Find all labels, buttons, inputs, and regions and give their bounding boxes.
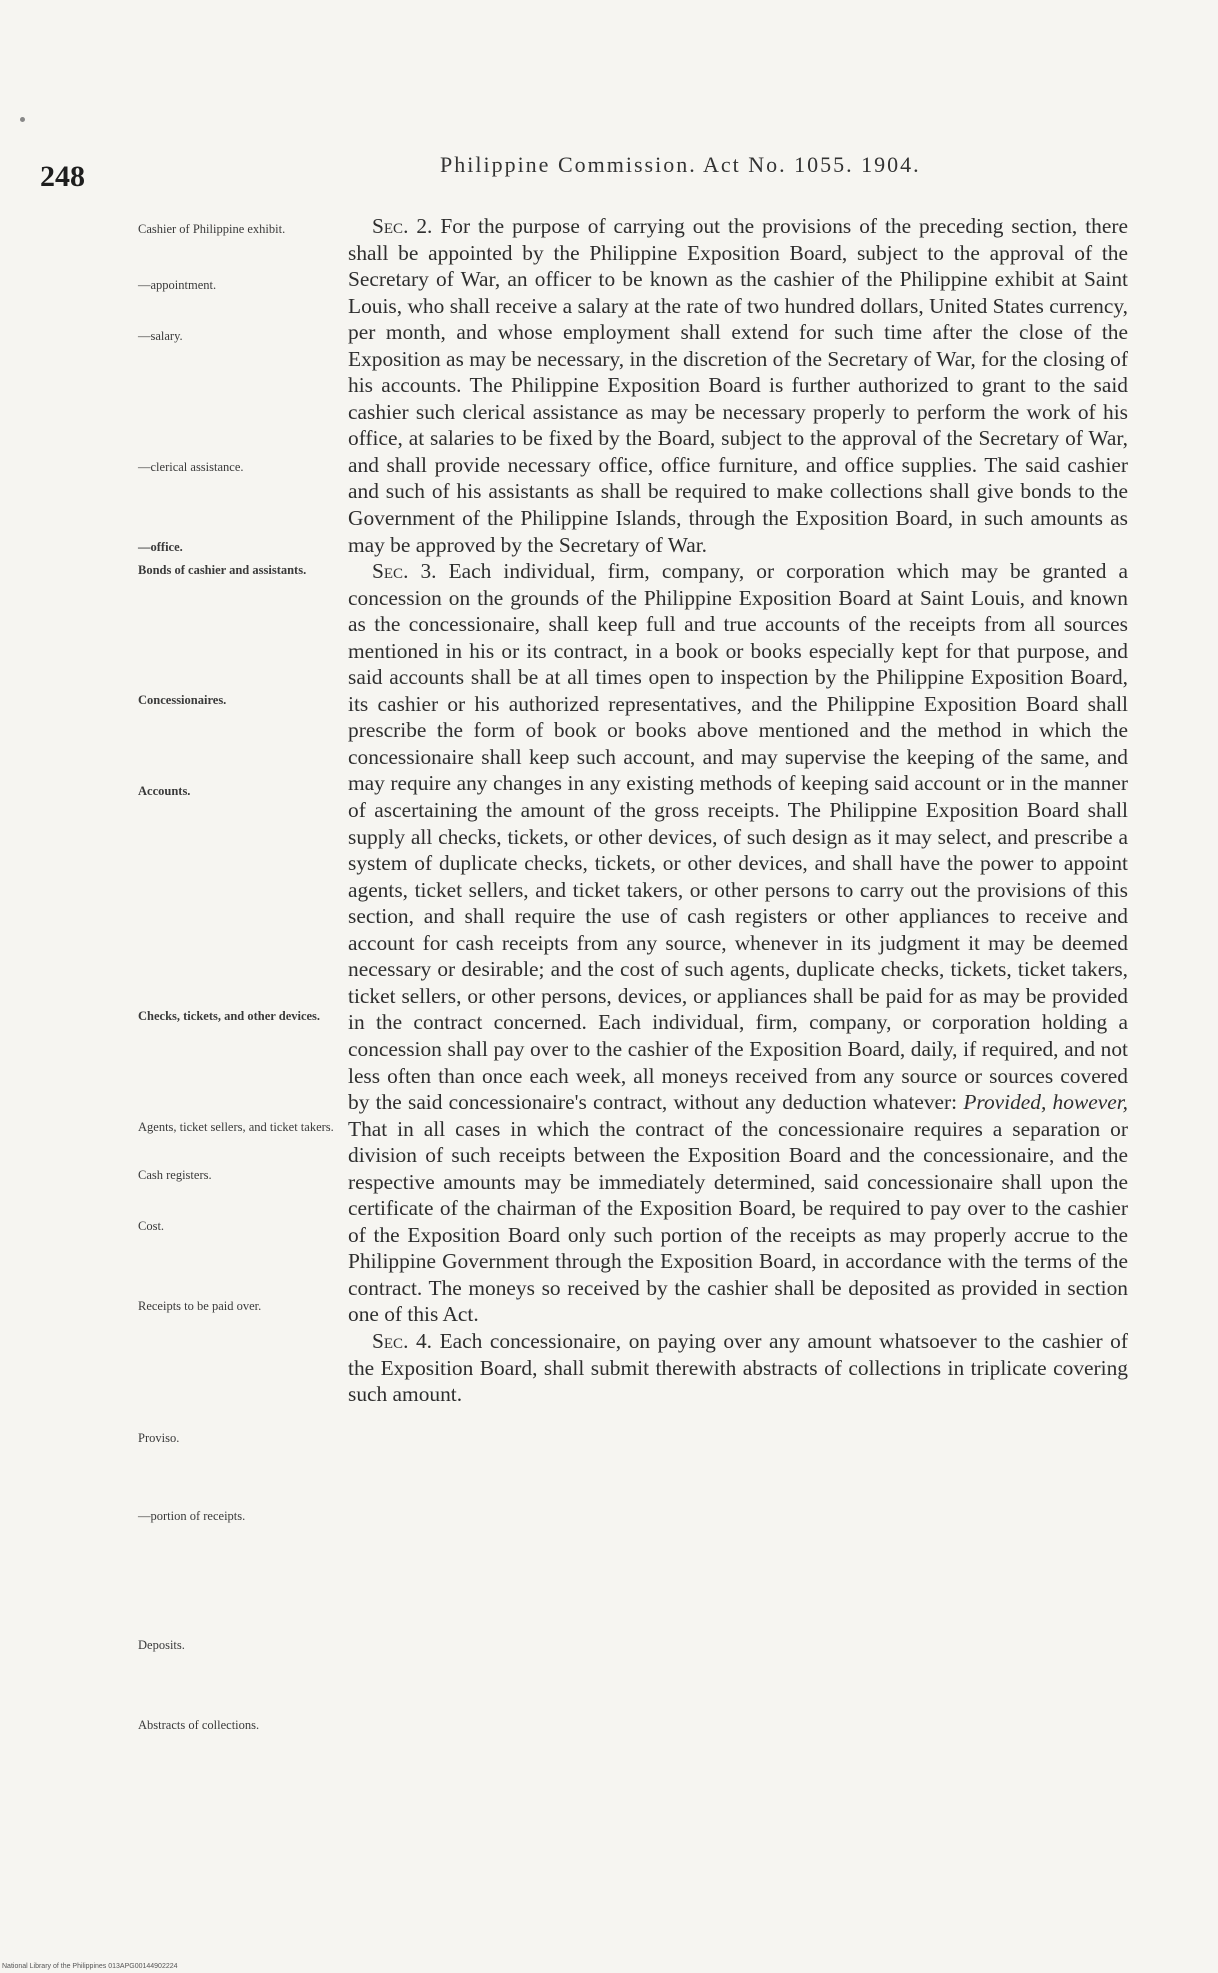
section-4-label: Sec. 4. — [372, 1328, 433, 1353]
margin-note-abstracts: Abstracts of collections. — [138, 1718, 260, 1732]
margin-note-concessionaires: Concessionaires. — [138, 693, 227, 707]
margin-note-accounts: Accounts. — [138, 784, 191, 798]
section-2-text: For the purpose of carrying out the provisions of the preceding section, there shall be appointed by the Philippine Exposition Board, subject to the approval of the Secretary of War, an officer to be known as the cashier of the Philippine exhibit at Saint Louis, who shall receive a salary at the rate of two hundred dollars, United States currency, per month, and whose employment shall extend for such time after the close of the Exposition as may be necessary, in the discretion of the Secretary of War, for the closing of his accounts. The Philippine Exposition Board is further authorized to grant to the said cashier such clerical assistance as may be necessary properly to perform the work of his office, at salaries to be fixed by the Board, subject to the approval of the Secretary of War, and shall provide necessary office, office furniture, and office supplies. The said cashier and such of his assistants as shall be required to make collections shall give bonds to the Government of the Philippine Islands, through the Exposition Board, in such amounts as may be approved by the Secretary of War. — [348, 214, 1128, 557]
body-text — [348, 213, 1128, 1408]
margin-note-receipts-paid-over: Receipts to be paid over. — [138, 1299, 262, 1313]
section-3-text: Each individual, firm, company, or corporation which may be granted a concession on the grounds of the Philippine Exposition Board at Saint Louis, and known as the concessionaire, shall keep full and true accounts of the receipts from all sources mentioned in his or its contract, in a book or books especially kept for that purpose, and said accounts shall be at all times open to inspection by the Philippine Exposition Board, its cashier or his authorized representatives, and the Philippine Exposition Board shall prescribe the form of book or books above mentioned and the method in which the concessionaire shall keep such account, and may supervise the keeping of the same, and may require any changes in any existing methods of keeping said account or in the manner of ascertaining the amount of the gross receipts. The Philippine Exposition Board shall supply all checks, tickets, or other devices, of such design as it may select, and prescribe a system of duplicate checks, tickets, or other devices, and shall have the power to appoint agents, ticket sellers, and ticket takers, or other persons to carry out the provisions of this section, and shall require the use of cash registers or other appliances to receive and account for cash receipts from any source, whenever in its judgment it may be deemed necessary or desirable; and the cost of such agents, duplicate checks, tickets, ticket takers, ticket sellers, or other persons, devices, or appliances shall be paid for as may be provided in the contract concerned. Each individual, firm, company, or corporation holding a concession shall pay over to the cashier of the Exposition Board, daily, if required, and not less often than once each week, all moneys received from any source or sources covered by the said concessionaire's contract, without any deduction whatever: — [348, 559, 1128, 1115]
margin-note-appointment: —appointment. — [138, 278, 217, 292]
section-3-proviso: Provided, however, — [963, 1090, 1128, 1115]
margin-note-cash-registers: Cash registers. — [138, 1168, 212, 1182]
margin-note-salary: —salary. — [138, 329, 183, 343]
section-3 — [348, 558, 1128, 1328]
margin-note-portion-of-receipts: —portion of receipts. — [138, 1509, 246, 1523]
section-4-text: Each concessionaire, on paying over any amount whatsoever to the cashier of the Exposition Board, shall submit therewith abstracts of collections in triplicate covering such amount. — [348, 1328, 1128, 1407]
section-2-label: Sec. 2. — [372, 214, 433, 238]
margin-note-cost: Cost. — [138, 1219, 165, 1233]
margin-note-agents: Agents, ticket sellers, and ticket takers. — [138, 1120, 334, 1134]
section-4 — [348, 1328, 1128, 1408]
margin-note-deposits: Deposits. — [138, 1638, 185, 1652]
section-3-label: Sec. 3. — [372, 559, 437, 584]
scan-speck — [20, 117, 25, 122]
margin-note-office: —office. — [138, 540, 183, 554]
margin-note-proviso: Proviso. — [138, 1431, 180, 1445]
margin-note-bonds: Bonds of cashier and assistants. — [138, 563, 307, 577]
scan-footer: National Library of the Philippines 013APG00144902224 — [2, 1963, 178, 1970]
section-3-text-continued: That in all cases in which the contract of the concessionaire requires a separation or division of such receipts between the Exposition Board and the concessionaire, and the respective amounts may be immediately determined, said concessionaire shall upon the certificate of the chairman of the Exposition Board, be required to pay over to the cashier of the Exposition Board only such portion of the receipts as may properly accrue to the Philippine Government through the Exposition Board, in accordance with the terms of the contract. The moneys so received by the cashier shall be deposited as provided in section one of this Act. — [348, 1116, 1128, 1327]
margin-note-cashier: Cashier of Philippine exhibit. — [138, 222, 286, 236]
running-header: Philippine Commission. Act No. 1055. 1904. — [440, 152, 921, 177]
section-2 — [348, 213, 1128, 558]
margin-note-checks-tickets: Checks, tickets, and other devices. — [138, 1009, 321, 1023]
margin-note-clerical-assistance: —clerical assistance. — [138, 460, 244, 474]
page-number: 248 — [40, 160, 85, 193]
